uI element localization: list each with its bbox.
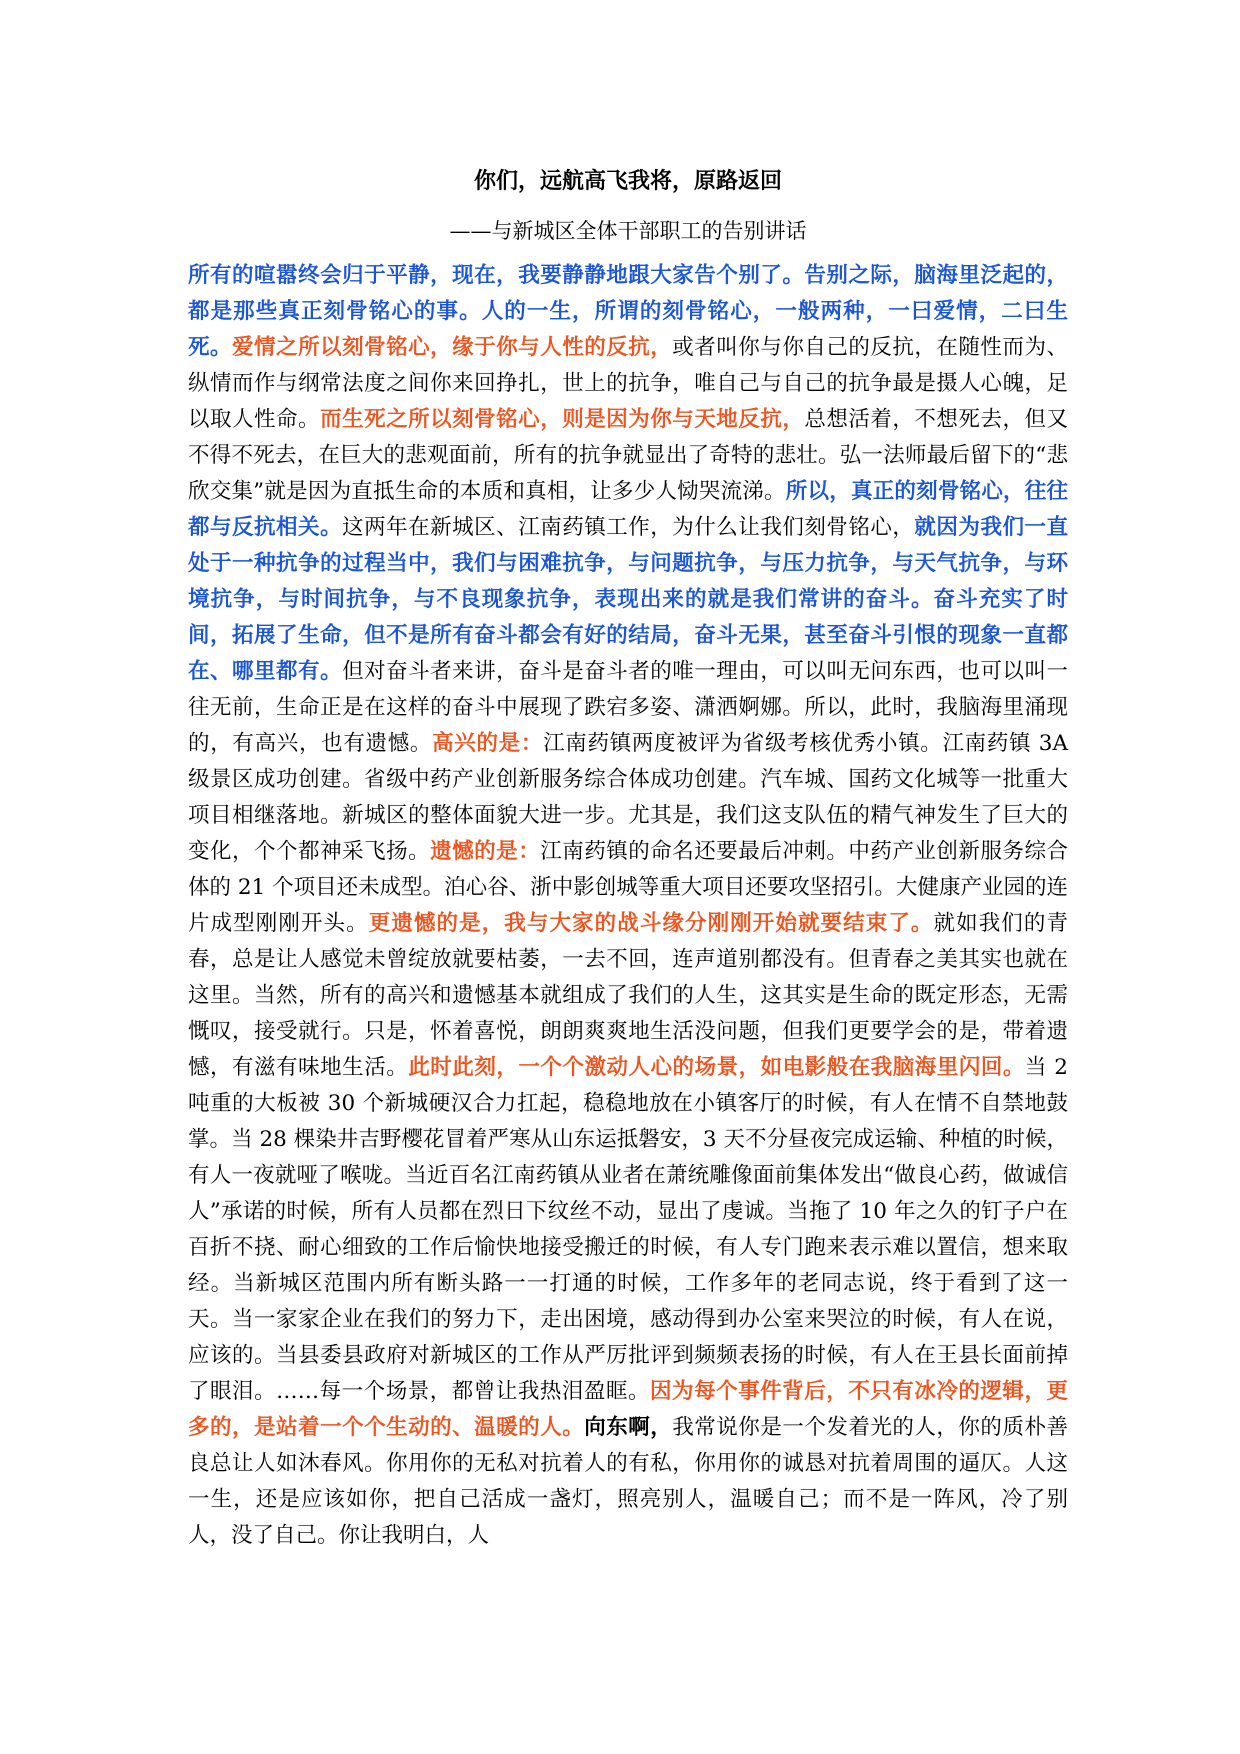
text-segment: 我常说你是一个发着光的人，你的质朴善良总让人如沐春风。你用你的无私对抗着人的有私，你用你的诚恳对抗着周围的逼仄。人这一生，还是应该如你，把自己活成一盏灯，照亮别人，温暖自己；而不是一阵风，冷了别人，没了自己。你让我明白，人 (188, 1415, 1068, 1548)
text-segment: 向东啊， (584, 1415, 673, 1440)
text-segment: 江南药镇的命名还要最后冲刺。中药产业创新服务综合体的 21 个项目还未成型。泊心谷、浙中影创城等重大项目还要攻坚招引。大健康产业园的连片成型刚刚开头。 (188, 839, 1068, 936)
text-segment: 此时此刻，一个个激动人心的场景，如电影般在我脑海里闪回。 (408, 1055, 1025, 1080)
text-segment: 因为每个事件背后，不只有冰冷的逻辑，更多的，是站着一个个生动的、温暖的人。 (188, 1379, 1068, 1440)
text-segment: 爱情之所以刻骨铭心，缘于你与人性的反抗， (232, 335, 673, 360)
text-segment: 当 2 吨重的大板被 30 个新城硬汉合力扛起，稳稳地放在小镇客厅的时候，有人在情不自禁地鼓掌。当 28 棵染井吉野樱花冒着严寒从山东运抵磐安，3 天不分昼夜完成运输、种植的时候，有人一夜就哑了喉咙。当近百名江南药镇从业者在萧统雕像面前集体发出“做良心药，做诚信人”承诺的时候，所有人员都在烈日下纹丝不动，显出了虔诚。当拖了 10 年之久的钉子户在百折不挠、耐心细致的工作后愉快地接受搬迁的时候，有人专门跑来表示难以置信，想来取经。当新城区范围内所有断头路一一打通的时候，工作多年的老同志说，终于看到了这一天。当一家家企业在我们的努力下，走出困境，感动得到办公室来哭泣的时候，有人在说，应该的。当县委县政府对新城区的工作从严厉批评到频频表扬的时候，有人在王县长面前掉了眼泪。……每一个场景，都曾让我热泪盈眶。 (188, 1055, 1068, 1404)
text-segment: 所以，真正的刻骨铭心，往往都与反抗相关。 (188, 479, 1068, 540)
page-subtitle: ——与新城区全体干部职工的告别讲话 (449, 219, 807, 243)
text-segment: 所有的喧嚣终会归于平静，现在，我要静静地跟大家告个别了。告别之际，脑海里泛起的，都是那些真正刻骨铭心的事。人的一生，所谓的刻骨铭心，一般两种，一曰爱情，二曰生死。 (188, 263, 1068, 360)
text-segment: 就因为我们一直处于一种抗争的过程当中，我们与困难抗争，与问题抗争，与压力抗争，与天气抗争，与环境抗争，与时间抗争，与不良现象抗争，表现出来的就是我们常讲的奋斗。奋斗充实了时间，拓展了生命，但不是所有奋斗都会有好的结局，奋斗无果，甚至奋斗引恨的现象一直都在、哪里都有。 (188, 515, 1068, 684)
text-segment: 高兴的是： (432, 731, 544, 756)
text-segment: 这两年在新城区、江南药镇工作，为什么让我们刻骨铭心， (342, 515, 915, 540)
text-segment: 江南药镇两度被评为省级考核优秀小镇。江南药镇 3A 级景区成功创建。省级中药产业创新服务综合体成功创建。汽车城、国药文化城等一批重大项目相继落地。新城区的整体面貌大进一步。尤其是，我们这支队伍的精气神发生了巨大的变化，个个都神采飞扬。 (188, 731, 1068, 864)
body-paragraph (188, 258, 1068, 1554)
text-segment: 就如我们的青春，总是让人感觉未曾绽放就要枯萎，一去不回，连声道别都没有。但青春之美其实也就在这里。当然，所有的高兴和遗憾基本就组成了我们的人生，这其实是生命的既定形态，无需慨叹，接受就行。只是，怀着喜悦，朗朗爽爽地生活没问题，但我们更要学会的是，带着遗憾，有滋有味地生活。 (188, 911, 1068, 1080)
text-segment: 遗憾的是： (430, 839, 541, 864)
text-segment: 但对奋斗者来讲，奋斗是奋斗者的唯一理由，可以叫无问东西，也可以叫一往无前，生命正是在这样的奋斗中展现了跌宕多姿、潇洒婀娜。所以，此时，我脑海里涌现的，有高兴，也有遗憾。 (188, 659, 1068, 756)
text-segment: 总想活着，不想死去，但又不得不死去，在巨大的悲观面前，所有的抗争就显出了奇特的悲壮。弘一法师最后留下的“悲欣交集”就是因为直抵生命的本质和真相，让多少人恸哭流涕。 (188, 407, 1068, 504)
text-segment: 或者叫你与你自己的反抗，在随性而为、纵情而作与纲常法度之间你来回挣扎，世上的抗争，唯自己与自己的抗争最是摄人心魄，足以取人性命。 (188, 335, 1068, 432)
page-title: 你们，远航高飞我将，原路返回 (473, 168, 782, 194)
text-segment: 而生死之所以刻骨铭心，则是因为你与天地反抗， (320, 407, 805, 432)
text-segment: 更遗憾的是，我与大家的战斗缘分刚刚开始就要结束了。 (368, 911, 934, 936)
